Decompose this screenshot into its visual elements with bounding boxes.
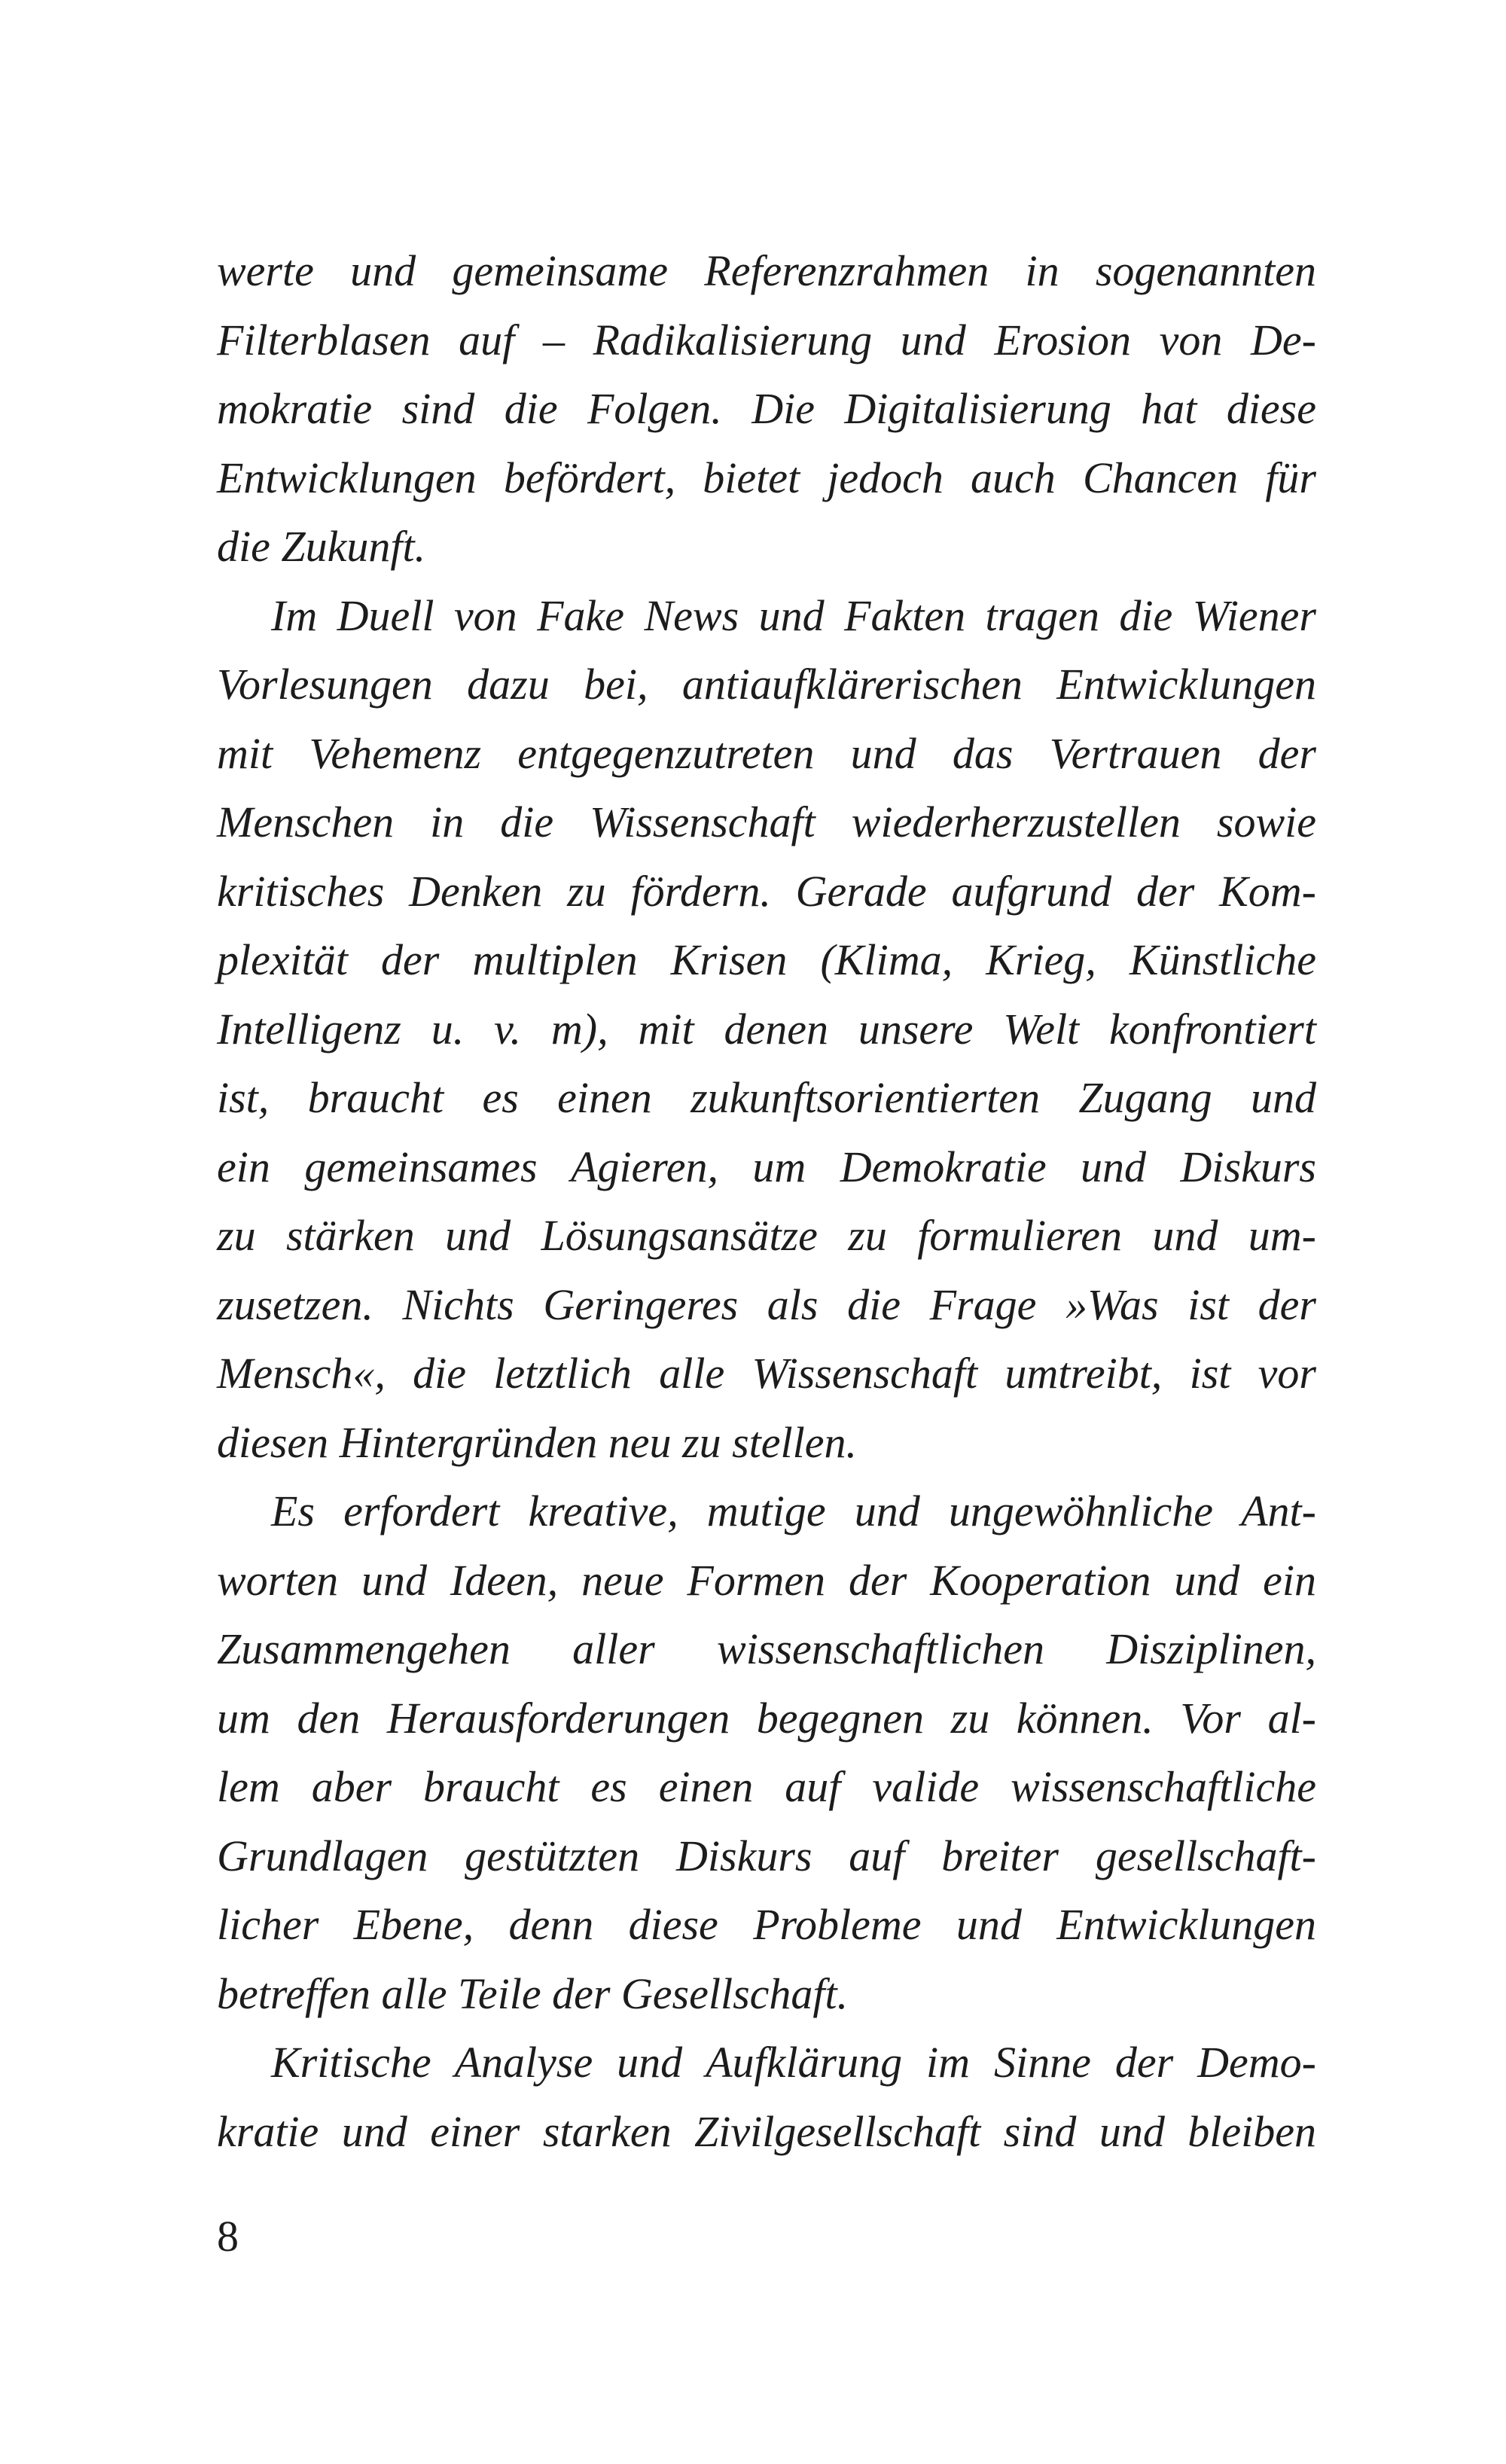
text-line: Filterblasen auf – Radikalisierung und Erosion von De- (217, 315, 1316, 364)
text-line: Grundlagen gestützten Diskurs auf breiter gesellschaft- (217, 1831, 1316, 1880)
text-line: kritisches Denken zu fördern. Gerade aufgrund der Kom- (217, 866, 1316, 916)
text-line: Vorlesungen dazu bei, antiaufklärerischen Entwicklungen (217, 660, 1316, 709)
text-line: betreffen alle Teile der Gesellschaft. (217, 1968, 849, 2018)
text-line: ist, braucht es einen zukunftsorientierten Zugang und (217, 1073, 1316, 1122)
text-line: Entwicklungen befördert, bietet jedoch auch Chancen für (217, 453, 1316, 502)
text-line: Menschen in die Wissenschaft wiederherzustellen sowie (217, 797, 1316, 846)
text-line: lem aber braucht es einen auf valide wissenschaftliche (217, 1762, 1316, 1811)
text-line: Mensch«, die letztlich alle Wissenschaft umtreibt, ist vor (217, 1349, 1316, 1398)
text-line: mokratie sind die Folgen. Die Digitalisierung hat diese (217, 384, 1316, 433)
text-line: zu stärken und Lösungsansätze zu formulieren und um- (217, 1211, 1316, 1260)
text-line: um den Herausforderungen begegnen zu können. Vor al- (217, 1693, 1316, 1743)
text-line: werte und gemeinsame Referenzrahmen in sogenannten (217, 246, 1316, 295)
text-line: mit Vehemenz entgegenzutreten und das Vertrauen der (217, 728, 1316, 778)
text-line: Es erfordert kreative, mutige und ungewöhnliche Ant- (271, 1487, 1316, 1535)
body-text (217, 236, 1316, 2166)
text-line: zusetzen. Nichts Geringeres als die Frage »Was ist der (217, 1279, 1316, 1329)
text-line: worten und Ideen, neue Formen der Kooperation und ein (217, 1555, 1316, 1605)
page-number: 8 (217, 2212, 239, 2261)
text-line: Kritische Analyse und Aufklärung im Sinne der Demo- (271, 2038, 1316, 2087)
text-line: kratie und einer starken Zivilgesellschaft sind und bleiben (217, 2106, 1316, 2156)
text-line: ein gemeinsames Agieren, um Demokratie und Diskurs (217, 1142, 1316, 1191)
text-line: licher Ebene, denn diese Probleme und Entwicklungen (217, 1900, 1316, 1949)
text-line: Im Duell von Fake News und Fakten tragen die Wiener (271, 590, 1316, 640)
text-line: diesen Hintergründen neu zu stellen. (217, 1417, 857, 1467)
text-line: plexität der multiplen Krisen (Klima, Krieg, Künstliche (217, 935, 1316, 984)
text-line: Zusammengehen aller wissenschaftlichen Disziplinen, (217, 1624, 1316, 1673)
text-line: die Zukunft. (217, 522, 426, 571)
text-line: Intelligenz u. v. m), mit denen unsere Welt konfrontiert (217, 1004, 1316, 1054)
